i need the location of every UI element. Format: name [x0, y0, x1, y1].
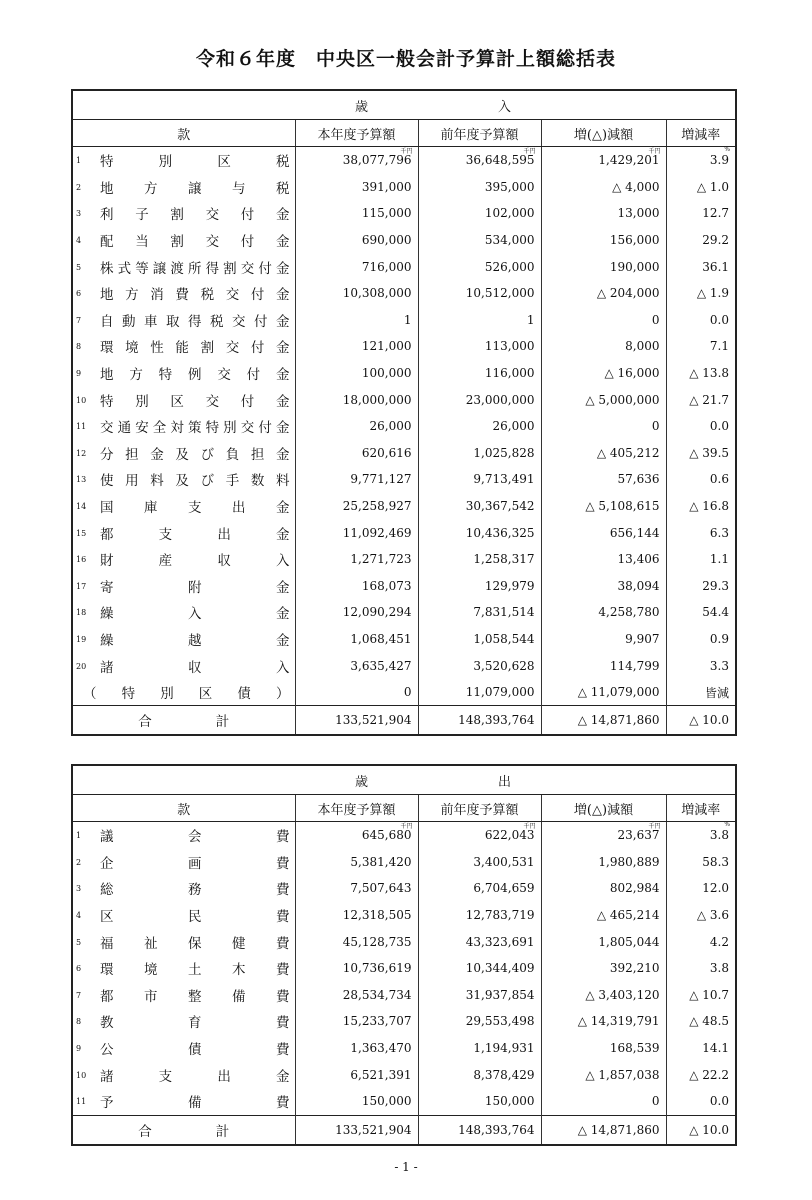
item-cell: [72, 280, 295, 307]
value-rate: 皆減: [705, 685, 730, 700]
table-row: [72, 1035, 736, 1062]
total-rate: △ 10.0: [666, 706, 736, 736]
total-previous: 148,393,764: [418, 706, 541, 736]
item-name: 地 方 譲 与 税: [100, 180, 290, 197]
item-cell: [72, 652, 295, 679]
item-name: 総 務 費: [100, 882, 290, 899]
item-cell: [72, 174, 295, 201]
item-cell: [72, 573, 295, 600]
table-row: [72, 928, 736, 955]
value-rate: 3.3: [709, 658, 730, 673]
item-cell: [72, 1008, 295, 1035]
item-number: 1: [76, 156, 82, 166]
total-change: △ 14,871,860: [541, 706, 666, 736]
item-number: 20: [76, 661, 87, 671]
table-row: [72, 1061, 736, 1088]
item-name: 地 方 特 例 交 付 金: [100, 367, 290, 384]
value-current: 千円 645,680: [295, 822, 418, 849]
item-cell: [72, 147, 295, 174]
item-name: 福 祉 保 健 費: [100, 935, 290, 952]
item-cell: [72, 466, 295, 493]
item-cell: [72, 360, 295, 387]
item-cell: [72, 955, 295, 982]
item-name: 教 育 費: [100, 1015, 290, 1032]
item-name: （ 特 別 区 債 ）: [83, 686, 290, 703]
item-number: 4: [76, 911, 82, 921]
table-row: [72, 147, 736, 174]
value-change: △ 14,319,791: [541, 1008, 666, 1035]
item-number: 19: [76, 634, 87, 644]
item-cell: [72, 307, 295, 334]
total-label-cell: [72, 706, 295, 736]
item-number: 14: [76, 501, 87, 511]
total-row: [72, 1115, 736, 1145]
revenue-column-headers: [72, 120, 736, 147]
value-change: 1,805,044: [541, 928, 666, 955]
value-change: △ 11,079,000: [541, 679, 666, 706]
value-previous: 1,025,828: [418, 440, 541, 467]
value-rate: △ 21.7: [689, 392, 730, 407]
item-number: 8: [76, 1017, 82, 1027]
value-change: 0: [541, 1088, 666, 1115]
value-change: △ 16,000: [541, 360, 666, 387]
total-current: 133,521,904: [295, 1115, 418, 1145]
col-item-header: 款: [72, 120, 295, 147]
table-row: [72, 493, 736, 520]
expenditure-heading-1: 歳: [354, 774, 368, 790]
value-change: 千円 1,429,201: [541, 147, 666, 174]
value-change: 156,000: [541, 227, 666, 254]
value-rate: 0.0: [709, 1094, 730, 1109]
expenditure-column-headers: [72, 795, 736, 822]
value-current: 9,771,127: [295, 466, 418, 493]
item-name: 特 別 区 交 付 金: [100, 393, 290, 410]
item-cell: [72, 386, 295, 413]
value-previous: 102,000: [418, 200, 541, 227]
value-current: 6,521,391: [295, 1061, 418, 1088]
value-previous: 395,000: [418, 174, 541, 201]
table-row: [72, 253, 736, 280]
item-name: 地 方 消 費 税 交 付 金: [100, 287, 290, 304]
value-previous: 150,000: [418, 1088, 541, 1115]
table-row: [72, 1008, 736, 1035]
item-cell: [72, 679, 295, 706]
value-previous: 129,979: [418, 573, 541, 600]
total-label-1: 合: [138, 1123, 152, 1140]
item-name: 配 当 割 交 付 金: [100, 234, 290, 251]
item-name: 諸 支 出 金: [100, 1068, 290, 1085]
value-rate: % 3.8: [666, 822, 736, 849]
value-current: 1: [295, 307, 418, 334]
value-rate: △ 48.5: [689, 1014, 730, 1029]
value-rate: 36.1: [702, 259, 730, 274]
value-rate: △ 16.8: [689, 499, 730, 514]
value-change: 0: [541, 307, 666, 334]
value-current: 7,507,643: [295, 875, 418, 902]
table-row: [72, 679, 736, 706]
value-previous: 10,512,000: [418, 280, 541, 307]
total-rate: △ 10.0: [666, 1115, 736, 1145]
total-label-1: 合: [138, 714, 152, 731]
value-current: 168,073: [295, 573, 418, 600]
value-previous: 3,520,628: [418, 652, 541, 679]
item-cell: [72, 333, 295, 360]
value-current: 391,000: [295, 174, 418, 201]
value-change: 656,144: [541, 519, 666, 546]
table-row: [72, 174, 736, 201]
value-previous: 23,000,000: [418, 386, 541, 413]
item-number: 6: [76, 289, 82, 299]
value-rate: △ 1.9: [696, 286, 730, 301]
value-current: 10,308,000: [295, 280, 418, 307]
value-previous: 千円 622,043: [418, 822, 541, 849]
value-current: 716,000: [295, 253, 418, 280]
table-row: [72, 386, 736, 413]
item-name: 分 担 金 及 び 負 担 金: [100, 446, 290, 463]
value-previous: 43,323,691: [418, 928, 541, 955]
value-previous: 11,079,000: [418, 679, 541, 706]
value-current: 25,258,927: [295, 493, 418, 520]
value-change: 168,539: [541, 1035, 666, 1062]
value-rate: △ 1.0: [696, 179, 730, 194]
value-rate: △ 10.7: [689, 987, 730, 1002]
value-current: 11,092,469: [295, 519, 418, 546]
value-current: 千円 38,077,796: [295, 147, 418, 174]
expenditure-heading-row: [72, 765, 736, 795]
col-change-header: 増(△)減額: [541, 120, 666, 147]
total-row: [72, 706, 736, 736]
table-row: [72, 1088, 736, 1115]
item-number: 18: [76, 608, 87, 618]
value-change: 9,907: [541, 626, 666, 653]
item-number: 11: [76, 1097, 87, 1107]
item-name: 利 子 割 交 付 金: [100, 207, 290, 224]
table-row: [72, 466, 736, 493]
value-current: 121,000: [295, 333, 418, 360]
item-number: 9: [76, 1043, 82, 1053]
item-name: 国 庫 支 出 金: [100, 500, 290, 517]
value-change: 114,799: [541, 652, 666, 679]
item-cell: [72, 1061, 295, 1088]
item-number: 10: [76, 1070, 87, 1080]
value-previous: 8,378,429: [418, 1061, 541, 1088]
table-row: [72, 982, 736, 1009]
item-number: 2: [76, 182, 82, 192]
value-current: 1,363,470: [295, 1035, 418, 1062]
item-number: 15: [76, 528, 87, 538]
value-change: 8,000: [541, 333, 666, 360]
item-number: 11: [76, 422, 87, 432]
value-current: 45,128,735: [295, 928, 418, 955]
value-rate: 0.9: [709, 631, 730, 646]
item-number: 5: [76, 937, 82, 947]
value-current: 10,736,619: [295, 955, 418, 982]
table-row: [72, 360, 736, 387]
total-label: [73, 1120, 295, 1140]
item-name: 財 産 収 入: [100, 553, 290, 570]
item-name: 使 用 料 及 び 手 数 料: [100, 473, 290, 490]
table-row: [72, 822, 736, 849]
expenditure-heading-2: 出: [498, 774, 512, 790]
value-previous: 10,436,325: [418, 519, 541, 546]
value-change: 190,000: [541, 253, 666, 280]
value-previous: 26,000: [418, 413, 541, 440]
value-rate: 58.3: [702, 854, 730, 869]
item-cell: [72, 200, 295, 227]
item-cell: [72, 849, 295, 876]
value-rate: △ 13.8: [689, 366, 730, 381]
table-row: [72, 902, 736, 929]
table-row: [72, 413, 736, 440]
value-rate: 0.6: [709, 472, 730, 487]
value-previous: 7,831,514: [418, 599, 541, 626]
item-name: 繰 入 金: [100, 606, 290, 623]
value-previous: 3,400,531: [418, 849, 541, 876]
value-rate: 14.1: [702, 1041, 730, 1056]
value-change: △ 405,212: [541, 440, 666, 467]
value-current: 0: [295, 679, 418, 706]
total-label-2: 計: [215, 714, 230, 731]
item-name: 都 支 出 金: [100, 526, 290, 543]
value-current: 1,271,723: [295, 546, 418, 573]
value-rate: 1.1: [709, 552, 730, 567]
col-previous-header: 前年度予算額: [418, 795, 541, 822]
item-number: 3: [76, 209, 82, 219]
value-rate: 3.8: [709, 961, 730, 976]
value-previous: 1: [418, 307, 541, 334]
total-previous: 148,393,764: [418, 1115, 541, 1145]
value-previous: 113,000: [418, 333, 541, 360]
item-number: 7: [76, 990, 82, 1000]
item-name: 議 会 費: [100, 829, 290, 846]
item-cell: [72, 519, 295, 546]
item-number: 1: [76, 831, 82, 841]
table-row: [72, 280, 736, 307]
value-previous: 29,553,498: [418, 1008, 541, 1035]
value-current: 1,068,451: [295, 626, 418, 653]
value-rate: 0.0: [709, 419, 730, 434]
value-change: 13,406: [541, 546, 666, 573]
value-previous: 31,937,854: [418, 982, 541, 1009]
page-number: - 1 -: [394, 1160, 418, 1174]
value-change: △ 1,857,038: [541, 1061, 666, 1088]
value-previous: 9,713,491: [418, 466, 541, 493]
value-change: 38,094: [541, 573, 666, 600]
table-row: [72, 599, 736, 626]
item-number: 13: [76, 475, 87, 485]
item-name: 都 市 整 備 費: [100, 988, 290, 1005]
value-change: △ 5,108,615: [541, 493, 666, 520]
page-title: 令和６年度 中央区一般会計予算計上額総括表: [195, 48, 616, 70]
item-cell: [72, 493, 295, 520]
value-rate: 12.0: [702, 881, 730, 896]
revenue-heading-row: [72, 90, 736, 120]
col-change-header: 増(△)減額: [541, 795, 666, 822]
item-number: 8: [76, 342, 82, 352]
table-row: [72, 626, 736, 653]
table-row: [72, 200, 736, 227]
col-previous-header: 前年度予算額: [418, 120, 541, 147]
item-number: 10: [76, 395, 87, 405]
value-previous: 1,058,544: [418, 626, 541, 653]
value-rate: 0.0: [709, 312, 730, 327]
item-number: 16: [76, 555, 87, 565]
value-rate: △ 39.5: [689, 445, 730, 460]
value-previous: 534,000: [418, 227, 541, 254]
item-name: 諸 収 入: [100, 659, 290, 676]
item-cell: [72, 626, 295, 653]
item-name: 株 式 等 譲 渡 所 得 割 交 付 金: [100, 260, 290, 277]
total-label-cell: [72, 1115, 295, 1145]
value-current: 690,000: [295, 227, 418, 254]
item-name: 寄 附 金: [100, 579, 290, 596]
value-change: 13,000: [541, 200, 666, 227]
expenditure-table: [71, 764, 737, 1146]
table-row: [72, 849, 736, 876]
item-name: 自 動 車 取 得 税 交 付 金: [100, 313, 290, 330]
item-number: 4: [76, 236, 82, 246]
item-cell: [72, 982, 295, 1009]
col-rate-header: 増減率: [666, 120, 736, 147]
item-cell: [72, 1035, 295, 1062]
value-previous: 526,000: [418, 253, 541, 280]
value-current: 115,000: [295, 200, 418, 227]
value-rate: 29.2: [702, 233, 730, 248]
total-change: △ 14,871,860: [541, 1115, 666, 1145]
revenue-heading-2: 入: [498, 99, 512, 115]
item-number: 5: [76, 262, 82, 272]
value-change: △ 4,000: [541, 174, 666, 201]
value-previous: 1,258,317: [418, 546, 541, 573]
item-cell: [72, 599, 295, 626]
col-current-header: 本年度予算額: [295, 795, 418, 822]
item-cell: [72, 227, 295, 254]
item-name: 企 画 費: [100, 855, 290, 872]
value-previous: 6,704,659: [418, 875, 541, 902]
col-item-header: 款: [72, 795, 295, 822]
value-rate: △ 3.6: [696, 908, 730, 923]
item-name: 環 境 土 木 費: [100, 962, 290, 979]
revenue-table: [71, 89, 737, 736]
value-current: 18,000,000: [295, 386, 418, 413]
value-previous: 116,000: [418, 360, 541, 387]
value-current: 12,318,505: [295, 902, 418, 929]
value-current: 28,534,734: [295, 982, 418, 1009]
item-number: 17: [76, 581, 87, 591]
table-row: [72, 307, 736, 334]
value-change: △ 204,000: [541, 280, 666, 307]
value-current: 100,000: [295, 360, 418, 387]
table-row: [72, 573, 736, 600]
item-cell: [72, 1088, 295, 1115]
table-row: [72, 519, 736, 546]
value-current: 3,635,427: [295, 652, 418, 679]
item-number: 6: [76, 964, 82, 974]
value-rate: 7.1: [709, 339, 730, 354]
item-number: 12: [76, 448, 87, 458]
value-change: △ 465,214: [541, 902, 666, 929]
item-cell: [72, 928, 295, 955]
table-row: [72, 333, 736, 360]
value-change: △ 5,000,000: [541, 386, 666, 413]
item-cell: [72, 902, 295, 929]
item-number: 2: [76, 857, 82, 867]
value-rate: 4.2: [709, 934, 730, 949]
item-name: 公 債 費: [100, 1042, 290, 1059]
value-current: 5,381,420: [295, 849, 418, 876]
value-current: 12,090,294: [295, 599, 418, 626]
value-change: 802,984: [541, 875, 666, 902]
item-name: 繰 越 金: [100, 632, 290, 649]
value-change: 57,636: [541, 466, 666, 493]
item-cell: [72, 875, 295, 902]
total-current: 133,521,904: [295, 706, 418, 736]
item-name: 区 民 費: [100, 909, 290, 926]
item-cell: [72, 413, 295, 440]
value-previous: 1,194,931: [418, 1035, 541, 1062]
item-name: 特 別 区 税: [100, 154, 290, 171]
item-name: 予 備 費: [100, 1095, 290, 1112]
value-current: 26,000: [295, 413, 418, 440]
value-change: 4,258,780: [541, 599, 666, 626]
revenue-heading-1: 歳: [354, 99, 368, 115]
item-cell: [72, 822, 295, 849]
value-rate: 12.7: [702, 206, 730, 221]
total-label-2: 計: [215, 1123, 230, 1140]
item-number: 7: [76, 315, 82, 325]
value-change: 千円 23,637: [541, 822, 666, 849]
value-rate: 6.3: [709, 525, 730, 540]
value-change: △ 3,403,120: [541, 982, 666, 1009]
value-current: 150,000: [295, 1088, 418, 1115]
item-cell: [72, 546, 295, 573]
value-change: 392,210: [541, 955, 666, 982]
item-cell: [72, 253, 295, 280]
table-row: [72, 875, 736, 902]
table-row: [72, 546, 736, 573]
item-name: 交 通 安 全 対 策 特 別 交 付 金: [100, 420, 290, 437]
item-number: 3: [76, 884, 82, 894]
table-row: [72, 227, 736, 254]
col-rate-header: 増減率: [666, 795, 736, 822]
value-previous: 12,783,719: [418, 902, 541, 929]
table-row: [72, 955, 736, 982]
table-row: [72, 440, 736, 467]
value-rate: % 3.9: [666, 147, 736, 174]
value-rate: 29.3: [702, 578, 730, 593]
value-change: 1,980,889: [541, 849, 666, 876]
value-current: 15,233,707: [295, 1008, 418, 1035]
item-number: 9: [76, 368, 82, 378]
item-name: 環 境 性 能 割 交 付 金: [100, 340, 290, 357]
value-previous: 30,367,542: [418, 493, 541, 520]
table-row: [72, 652, 736, 679]
value-change: 0: [541, 413, 666, 440]
value-current: 620,616: [295, 440, 418, 467]
value-rate: 54.4: [702, 605, 730, 620]
total-label: [73, 710, 295, 730]
value-previous: 10,344,409: [418, 955, 541, 982]
col-current-header: 本年度予算額: [295, 120, 418, 147]
value-previous: 千円 36,648,595: [418, 147, 541, 174]
item-cell: [72, 440, 295, 467]
value-rate: △ 22.2: [689, 1067, 730, 1082]
